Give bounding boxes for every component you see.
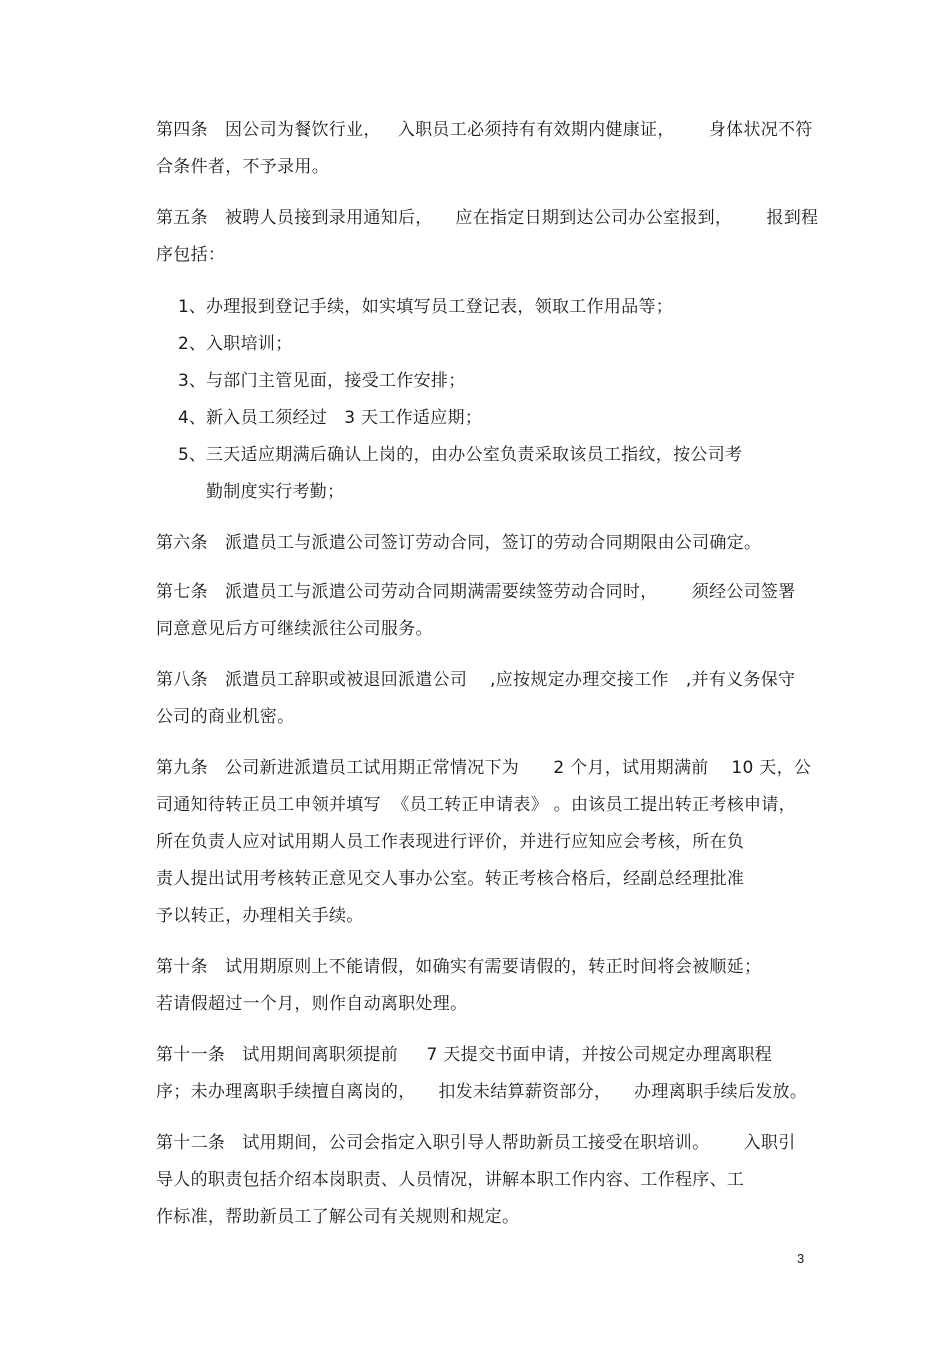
list-item-text: 三天适应期满后确认上岗的，由办公室负责采取该员工指纹，按公司考 [206, 445, 743, 465]
article-12-line-3: 作标准，帮助新员工了解公司有关规则和规定。 [156, 1207, 520, 1227]
article-8-line-2: 公司的商业机密。 [156, 707, 295, 727]
article-9-line-3: 所在负责人应对试用期人员工作表现进行评价，并进行应知应会考核，所在负 [156, 832, 745, 852]
list-item-number: 1、 [178, 297, 206, 317]
list-item-text: 入职培训； [206, 334, 293, 354]
article-5-line-1: 第五条 被聘人员接到录用通知后， 应在指定日期到达公司办公室报到， 报到程 [156, 208, 819, 228]
article-10-line-1: 第十条 试用期原则上不能请假，如确实有需要请假的，转正时间将会被顺延； [156, 957, 762, 977]
article-6-line-1: 第六条 派遣员工与派遣公司签订劳动合同，签订的劳动合同期限由公司确定。 [156, 533, 762, 553]
article-4-line-1: 第四条 因公司为餐饮行业， 入职员工必须持有有效期内健康证， 身体状况不符 [156, 120, 813, 140]
article-4-line-2: 合条件者，不予录用。 [156, 157, 329, 177]
article-11-line-1: 第十一条 试用期间离职须提前 7 天提交书面申请，并按公司规定办理离职程 [156, 1045, 773, 1065]
article-9-line-1: 第九条 公司新进派遣员工试用期正常情况下为 2 个月，试用期满前 10 天，公 [156, 758, 812, 778]
article-10-line-2: 若请假超过一个月，则作自动离职处理。 [156, 994, 468, 1014]
article-12-line-2: 导人的职责包括介绍本岗职责、人员情况，讲解本职工作内容、工作程序、工 [156, 1170, 745, 1190]
article-8-line-1: 第八条 派遣员工辞职或被退回派遣公司 ,应按规定办理交接工作 ,并有义务保守 [156, 670, 796, 690]
article-9-line-5: 予以转正，办理相关手续。 [156, 906, 364, 926]
list-item-continuation: 勤制度实行考勤； [206, 482, 345, 502]
page-number: 3 [797, 1251, 805, 1266]
article-9-line-2: 司通知待转正员工申领并填写 《员工转正申请表》 。由该员工提出转正考核申请， [156, 795, 796, 815]
article-5-line-2: 序包括： [156, 245, 226, 265]
article-9-line-4: 责人提出试用考核转正意见交人事办公室。转正考核合格后，经副总经理批准 [156, 869, 745, 889]
list-item-text: 与部门主管见面，接受工作安排； [206, 371, 466, 391]
list-item-text: 新入员工须经过 3 天工作适应期； [206, 408, 483, 428]
list-item-number: 4、 [178, 408, 206, 428]
list-item-text: 办理报到登记手续，如实填写员工登记表，领取工作用品等； [206, 297, 674, 317]
article-12-line-1: 第十二条 试用期间，公司会指定入职引导人帮助新员工接受在职培训。 入职引 [156, 1133, 796, 1153]
article-7-line-2: 同意意见后方可继续派往公司服务。 [156, 619, 433, 639]
list-item-number: 2、 [178, 334, 206, 354]
list-item-number: 5、 [178, 445, 206, 465]
article-11-line-2: 序；未办理离职手续擅自离岗的， 扣发未结算薪资部分， 办理离职手续后发放。 [156, 1082, 808, 1102]
article-7-line-1: 第七条 派遣员工与派遣公司劳动合同期满需要续签劳动合同时， 须经公司签署 [156, 582, 796, 602]
list-item-number: 3、 [178, 371, 206, 391]
